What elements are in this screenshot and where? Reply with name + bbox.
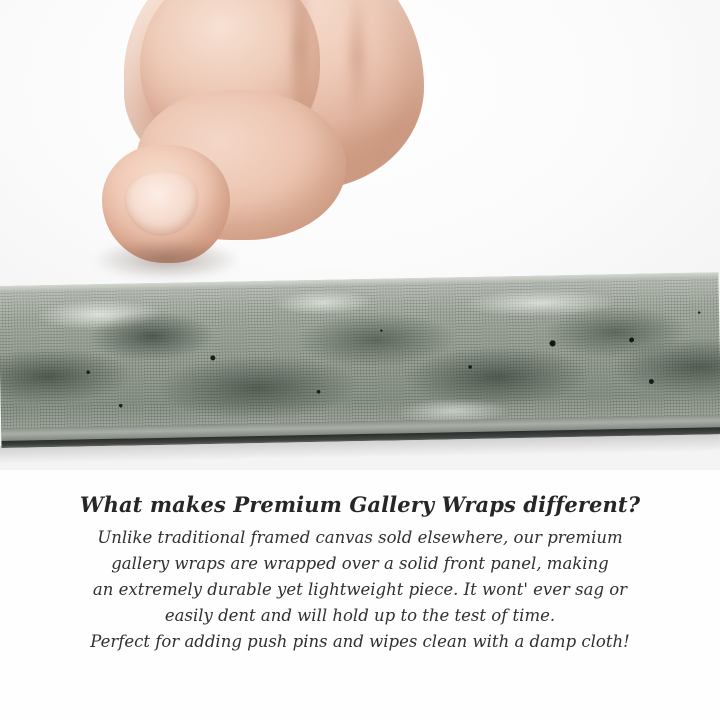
caption-line: Unlike traditional framed canvas sold elsewhere, our premium — [97, 528, 623, 547]
caption-line: gallery wraps are wrapped over a solid front panel, making — [111, 554, 609, 573]
caption-body — [40, 525, 680, 655]
caption-line: Perfect for adding push pins and wipes clean with a damp cloth! — [90, 632, 630, 651]
caption-line: an extremely durable yet lightweight piece. It wont' ever sag or — [92, 580, 628, 599]
caption-line: easily dent and will hold up to the test of time. — [164, 606, 556, 625]
caption-heading: What makes Premium Gallery Wraps different? — [79, 492, 641, 517]
fingertip-contact-shadow — [92, 240, 242, 280]
caption-block — [0, 492, 720, 655]
gallery-wrap-canvas-edge — [0, 272, 720, 448]
